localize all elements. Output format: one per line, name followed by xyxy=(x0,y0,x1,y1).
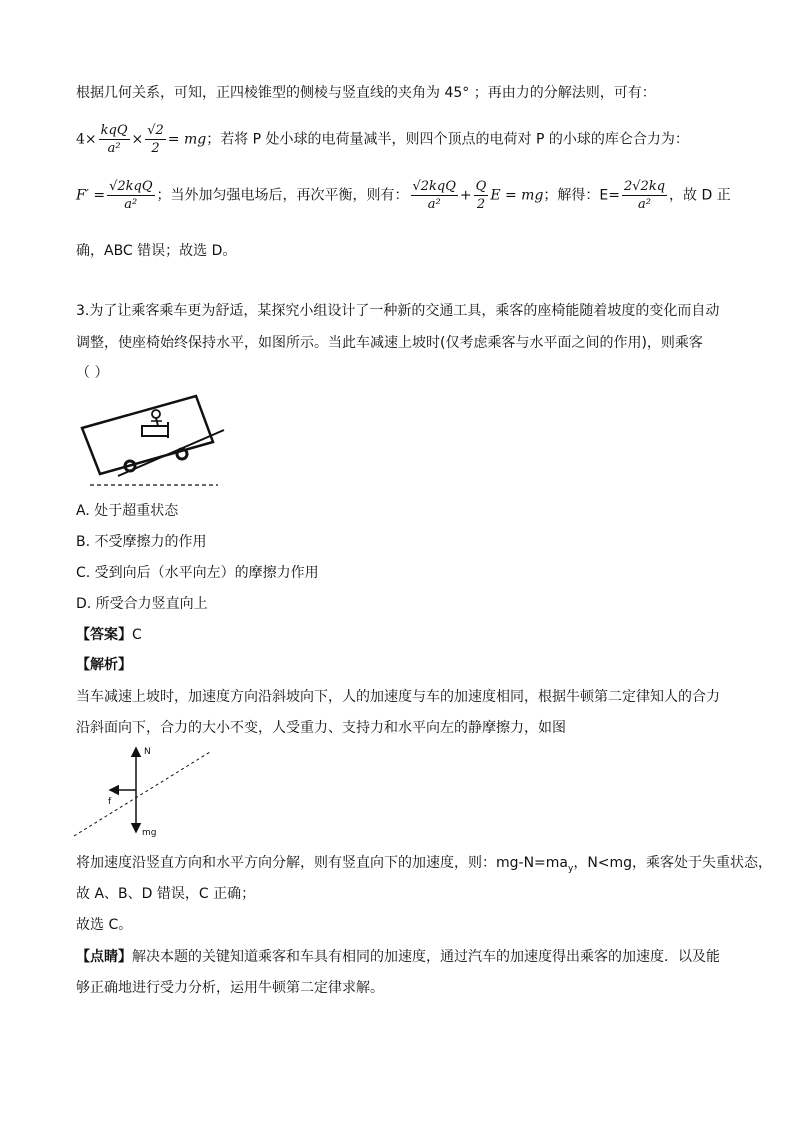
solution-line-2 xyxy=(76,122,689,157)
equation-coefficient: 4× xyxy=(76,131,97,148)
fraction-result xyxy=(622,178,667,213)
question-stem-line-1: 3.为了让乘客乘车更为舒适，某探究小组设计了一种新的交通工具，乘客的座椅能随着坡度的变化而自动 xyxy=(76,303,720,319)
solution-text: ，故 D 正 xyxy=(669,187,731,204)
gravity-label: mg xyxy=(142,828,157,838)
fraction-kqQ-a2 xyxy=(99,122,130,157)
fraction-Q-2 xyxy=(474,178,489,213)
passenger-body xyxy=(156,418,158,426)
fraction-denominator: a² xyxy=(124,197,138,212)
solution-text: ；当外加匀强电场后，再次平衡，则有： xyxy=(156,187,409,204)
option-c: C. 受到向后（水平向左）的摩擦力作用 xyxy=(76,565,319,581)
fraction-force xyxy=(107,178,154,213)
seat xyxy=(142,426,168,436)
question-stem-line-2: 调整，使座椅始终保持水平，如图所示。当此车减速上坡时(仅考虑乘客与水平面之间的作用)，则乘客 xyxy=(76,335,703,351)
answer-value: C xyxy=(132,627,142,643)
comment-label: 【点睛】 xyxy=(76,949,132,965)
fraction-numerator: Q xyxy=(475,179,487,194)
comment-line-1 xyxy=(76,946,720,966)
fraction-numerator: 2√2kq xyxy=(624,179,666,194)
comment-text: 解决本题的关键知道乘客和车具有相同的加速度，通过汽车的加速度得出乘客的加速度．以及能 xyxy=(132,949,720,965)
option-b: B. 不受摩擦力的作用 xyxy=(76,534,207,550)
solution-line-4: 确，ABC 错误；故选 D。 xyxy=(76,243,237,259)
equation-rhs: E = mg xyxy=(490,187,544,204)
solution-line-3 xyxy=(76,178,731,213)
analysis-text: ，N<mg，乘客处于失重状态， xyxy=(573,855,773,871)
equation-rhs: = mg xyxy=(167,131,207,148)
subscript-y: y xyxy=(568,863,574,874)
fraction-denominator: 2 xyxy=(476,197,486,212)
passenger-head xyxy=(152,410,160,418)
slope-dashed-line xyxy=(74,752,210,836)
fraction-root2-2 xyxy=(145,122,166,157)
analysis-label: 【解析】 xyxy=(76,657,132,673)
plus-sign: + xyxy=(459,187,472,204)
option-d: D. 所受合力竖直向上 xyxy=(76,596,208,612)
solution-line-1: 根据几何关系，可知，正四棱锥型的侧棱与竖直线的夹角为 45° ；再由力的分解法则，可有： xyxy=(76,85,656,101)
fraction-numerator: √2 xyxy=(147,123,164,138)
equation-lhs: F′ = xyxy=(76,187,106,204)
analysis-line-3 xyxy=(76,852,772,874)
analysis-line-5: 故选 C。 xyxy=(76,917,133,933)
normal-force-label: N xyxy=(144,747,151,757)
fraction-numerator: √2kqQ xyxy=(109,179,153,194)
analysis-text: 将加速度沿竖直方向和水平方向分解，则有竖直向下的加速度，则：mg-N=ma xyxy=(76,855,568,871)
times-sign: × xyxy=(131,131,144,148)
question-stem-line-3: （ ） xyxy=(76,365,109,381)
answer-line xyxy=(76,624,142,644)
solution-text: ；解得：E= xyxy=(543,187,620,204)
fraction-denominator: 2 xyxy=(151,141,160,156)
fraction-numerator: √2kqQ xyxy=(412,179,456,194)
comment-line-2: 够正确地进行受力分析，运用牛顿第二定律求解。 xyxy=(76,980,384,996)
solution-text: ；若将 P 处小球的电荷量减半，则四个顶点的电荷对 P 的小球的库仑合力为： xyxy=(206,131,689,148)
fraction-denominator: a² xyxy=(427,197,441,212)
analysis-line-4: 故 A、B、D 错误，C 正确； xyxy=(76,886,256,902)
fraction-denominator: a² xyxy=(638,197,651,212)
fraction-denominator: a² xyxy=(107,141,121,156)
friction-label: f xyxy=(108,797,112,807)
answer-label: 【答案】 xyxy=(76,627,132,643)
front-wheel xyxy=(177,449,187,459)
analysis-line-2: 沿斜面向下，合力的大小不变，人受重力、支持力和水平向左的静摩擦力，如图 xyxy=(76,720,566,736)
option-a: A. 处于超重状态 xyxy=(76,503,179,519)
analysis-line-1: 当车减速上坡时，加速度方向沿斜坡向下，人的加速度与车的加速度相同，根据牛顿第二定律知人的合力 xyxy=(76,689,720,705)
fraction-numerator: kqQ xyxy=(100,123,128,138)
fraction-force-2 xyxy=(411,178,458,213)
force-diagram xyxy=(70,742,220,842)
car-on-slope-figure xyxy=(78,392,228,492)
